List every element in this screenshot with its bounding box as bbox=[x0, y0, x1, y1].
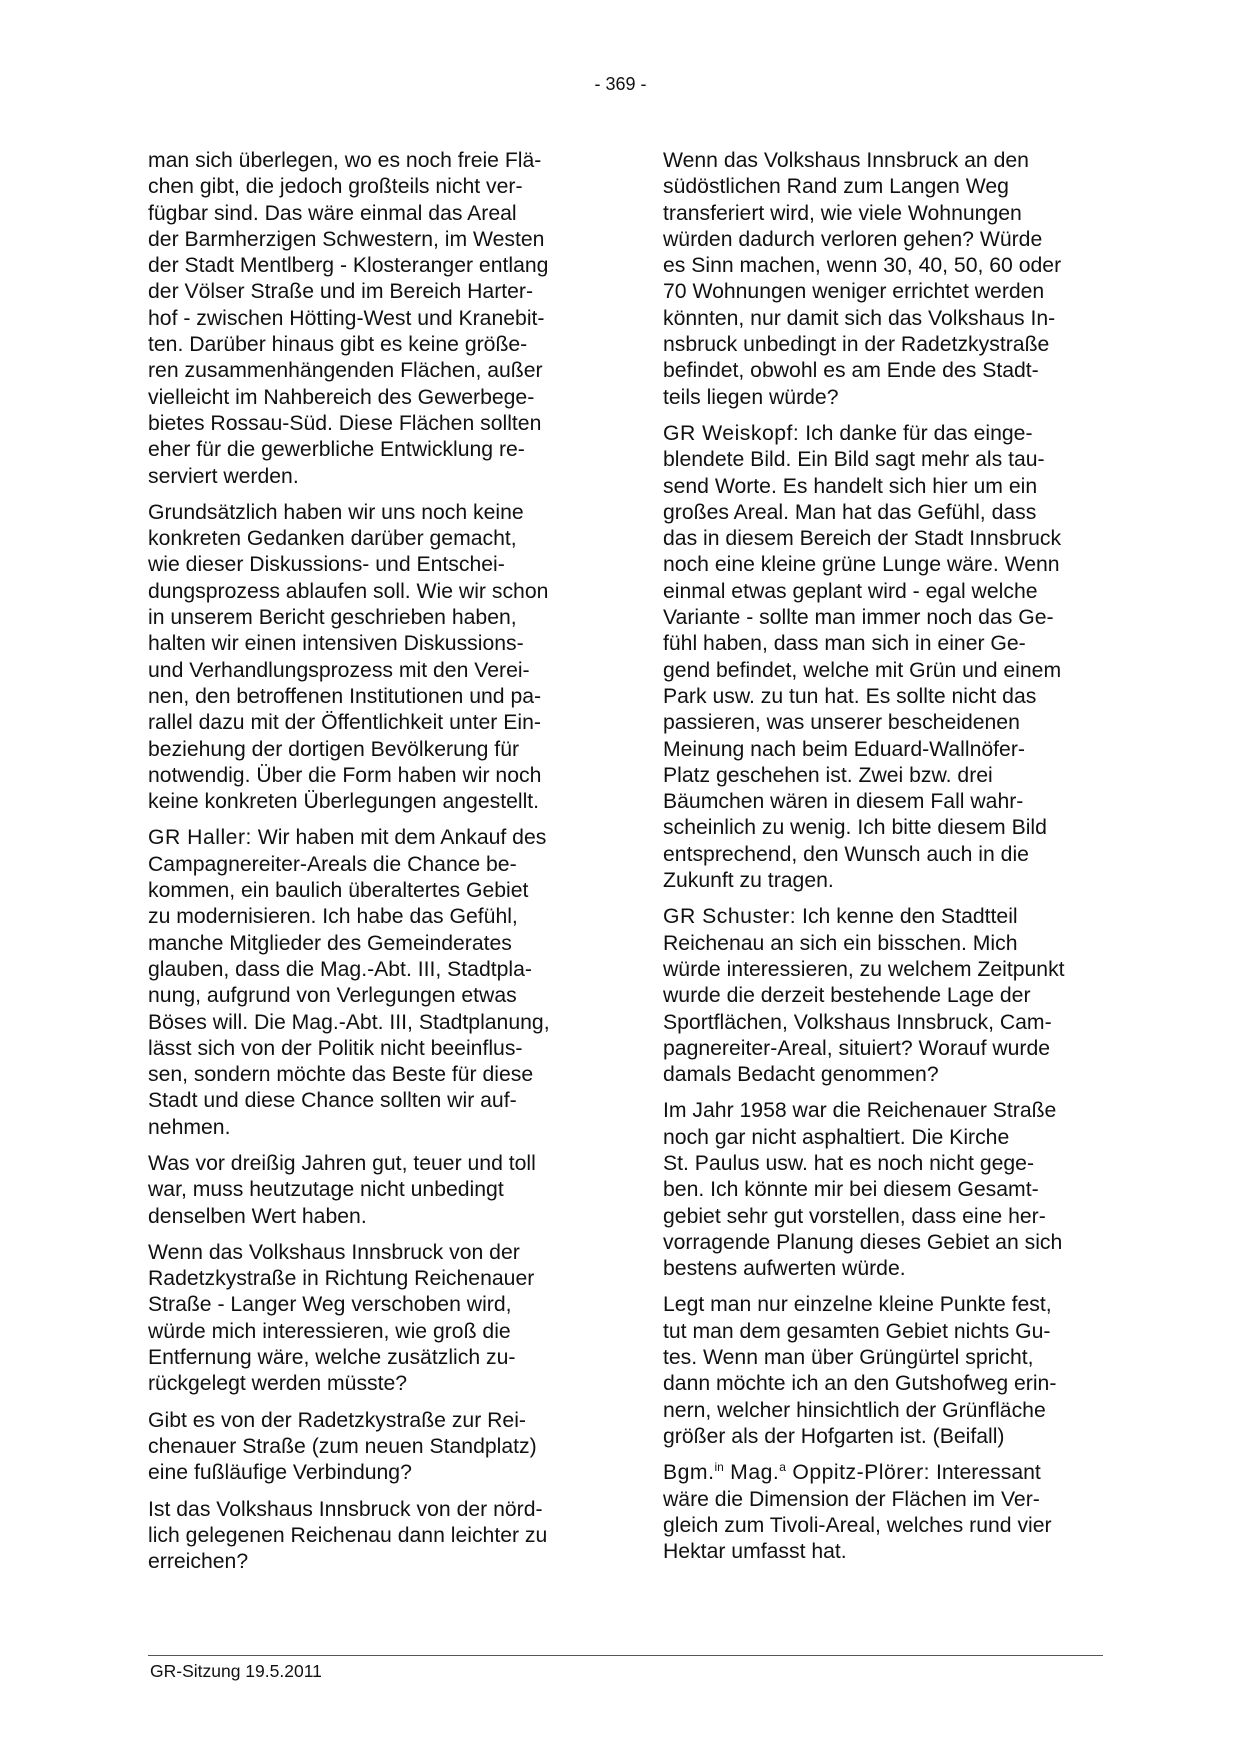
text-line: würde interessieren, zu welchem Zeitpunkt bbox=[663, 957, 1065, 981]
text-line: eher für die gewerbliche Entwicklung re- bbox=[148, 438, 525, 462]
paragraph bbox=[663, 1292, 1101, 1450]
text-line: serviert werden. bbox=[148, 464, 299, 488]
superscript: in bbox=[714, 1460, 724, 1475]
paragraph bbox=[148, 500, 586, 816]
text-line bbox=[663, 421, 1101, 447]
text-line: Straße - Langer Weg verschoben wird, bbox=[148, 1293, 512, 1317]
text-line: Wenn das Volkshaus Innsbruck an den bbox=[663, 149, 1029, 172]
text-line: glauben, dass die Mag.-Abt. III, Stadtpla- bbox=[148, 957, 532, 981]
text-line: pagnereiter-Areal, situiert? Worauf wurde bbox=[663, 1036, 1051, 1060]
text-line: Was vor dreißig Jahren gut, teuer und toll bbox=[148, 1151, 536, 1175]
text-line: lich gelegenen Reichenau dann leichter zu bbox=[148, 1523, 548, 1547]
paragraph bbox=[148, 825, 586, 1141]
speaker-name: GR Weiskopf: bbox=[663, 421, 800, 445]
text-line: passieren, was unserer bescheidenen bbox=[663, 711, 1020, 735]
paragraph bbox=[148, 1497, 586, 1576]
text-line: Stadt und diese Chance sollten wir auf- bbox=[148, 1089, 517, 1113]
text-line: kommen, ein baulich überaltertes Gebiet bbox=[148, 879, 529, 903]
text-line: Radetzkystraße in Richtung Reichenauer bbox=[148, 1267, 535, 1291]
text-line: könnten, nur damit sich das Volkshaus In- bbox=[663, 306, 1056, 330]
text-line: manche Mitglieder des Gemeinderates bbox=[148, 931, 512, 955]
text-line: und Verhandlungsprozess mit den Verei- bbox=[148, 658, 530, 682]
text-line: dungsprozess ablaufen soll. Wie wir schon bbox=[148, 579, 549, 603]
text-line: ren zusammenhängenden Flächen, außer bbox=[148, 359, 543, 383]
paragraph bbox=[148, 1408, 586, 1487]
text-line: 70 Wohnungen weniger errichtet werden bbox=[663, 280, 1045, 304]
text-line: Variante - sollte man immer noch das Ge- bbox=[663, 606, 1054, 630]
text-fragment: Ich danke für das einge- bbox=[799, 421, 1033, 445]
text-line: gleich zum Tivoli-Areal, welches rund vier bbox=[663, 1513, 1052, 1537]
text-line: befindet, obwohl es am Ende des Stadt- bbox=[663, 359, 1039, 383]
text-line: nsbruck unbedingt in der Radetzkystraße bbox=[663, 333, 1050, 357]
text-line: blendete Bild. Ein Bild sagt mehr als tau- bbox=[663, 448, 1045, 472]
text-line: war, muss heutzutage nicht unbedingt bbox=[148, 1178, 504, 1202]
text-line: hof - zwischen Hötting-West und Kranebit- bbox=[148, 306, 545, 330]
text-line: zu modernisieren. Ich habe das Gefühl, bbox=[148, 905, 518, 929]
text-line: keine konkreten Überlegungen angestellt. bbox=[148, 790, 540, 814]
text-line: bietes Rossau-Süd. Diese Flächen sollten bbox=[148, 411, 542, 435]
text-line: würde mich interessieren, wie groß die bbox=[148, 1319, 511, 1343]
text-line: der Völser Straße und im Bereich Harter- bbox=[148, 280, 534, 304]
text-line: nehmen. bbox=[148, 1115, 231, 1139]
text-line: eine fußläufige Verbindung? bbox=[148, 1461, 412, 1485]
text-line: transferiert wird, wie viele Wohnungen bbox=[663, 201, 1022, 225]
text-line: gebiet sehr gut vorstellen, dass eine her- bbox=[663, 1204, 1046, 1228]
text-line: sen, sondern möchte das Beste für diese bbox=[148, 1063, 534, 1087]
text-line: nern, welcher hinsichtlich der Grünfläche bbox=[663, 1398, 1046, 1422]
paragraph bbox=[663, 1098, 1101, 1282]
text-line: fügbar sind. Das wäre einmal das Areal bbox=[148, 201, 517, 225]
footer-text: GR-Sitzung 19.5.2011 bbox=[150, 1661, 322, 1681]
speaker-name: Oppitz-Plörer: bbox=[785, 1461, 931, 1485]
text-line: vielleicht im Nahbereich des Gewerbege- bbox=[148, 385, 535, 409]
text-line: einmal etwas geplant wird - egal welche bbox=[663, 579, 1038, 603]
text-line: gend befindet, welche mit Grün und einem bbox=[663, 658, 1062, 682]
speaker-name: GR Haller: bbox=[148, 826, 252, 850]
text-line: Platz geschehen ist. Zwei bzw. drei bbox=[663, 763, 993, 787]
text-line: erreichen? bbox=[148, 1550, 249, 1574]
text-line: beziehung der dortigen Bevölkerung für bbox=[148, 737, 520, 761]
text-line: ten. Darüber hinaus gibt es keine größe- bbox=[148, 333, 528, 357]
text-fragment: Interessant bbox=[930, 1461, 1041, 1485]
paragraph bbox=[663, 148, 1101, 411]
text-line: rallel dazu mit der Öffentlichkeit unter Ein- bbox=[148, 711, 541, 735]
text-line: Meinung nach beim Eduard-Wallnöfer- bbox=[663, 737, 1025, 761]
paragraph bbox=[663, 904, 1101, 1088]
text-line: Wenn das Volkshaus Innsbruck von der bbox=[148, 1240, 520, 1264]
text-line: der Barmherzigen Schwestern, im Westen bbox=[148, 227, 545, 251]
text-line: send Worte. Es handelt sich hier um ein bbox=[663, 474, 1038, 498]
text-line bbox=[663, 904, 1101, 930]
text-line: wäre die Dimension der Flächen im Ver- bbox=[663, 1487, 1040, 1511]
text-line: Sportflächen, Volkshaus Innsbruck, Cam- bbox=[663, 1010, 1052, 1034]
paragraph bbox=[148, 148, 586, 490]
text-line: rückgelegt werden müsste? bbox=[148, 1372, 408, 1396]
text-line: chenauer Straße (zum neuen Standplatz) bbox=[148, 1434, 537, 1458]
paragraph bbox=[148, 1151, 586, 1230]
text-line: entsprechend, den Wunsch auch in die bbox=[663, 842, 1029, 866]
text-line: konkreten Gedanken darüber gemacht, bbox=[148, 527, 517, 551]
text-line: tes. Wenn man über Grüngürtel spricht, bbox=[663, 1346, 1034, 1370]
text-line: halten wir einen intensiven Diskussions- bbox=[148, 632, 524, 656]
text-fragment: Ich kenne den Stadtteil bbox=[796, 905, 1018, 929]
text-line: Hektar umfasst hat. bbox=[663, 1540, 847, 1564]
text-line: fühl haben, dass man sich in einer Ge- bbox=[663, 632, 1026, 656]
text-line: dann möchte ich an den Gutshofweg erin- bbox=[663, 1372, 1057, 1396]
text-line: Bäumchen wären in diesem Fall wahr- bbox=[663, 790, 1024, 814]
page-number: - 369 - bbox=[594, 74, 647, 94]
text-line: vorragende Planung dieses Gebiet an sich bbox=[663, 1230, 1063, 1254]
text-line: teils liegen würde? bbox=[663, 385, 839, 409]
text-line: das in diesem Bereich der Stadt Innsbruck bbox=[663, 527, 1062, 551]
text-line: notwendig. Über die Form haben wir noch bbox=[148, 763, 542, 787]
text-line: wie dieser Diskussions- und Entschei- bbox=[148, 553, 505, 577]
text-line: Grundsätzlich haben wir uns noch keine bbox=[148, 500, 524, 524]
text-line: der Stadt Mentlberg - Klosteranger entlang bbox=[148, 254, 549, 278]
text-line: bestens aufwerten würde. bbox=[663, 1257, 906, 1281]
text-line: wurde die derzeit bestehende Lage der bbox=[663, 984, 1031, 1008]
text-line: lässt sich von der Politik nicht beeinflus- bbox=[148, 1036, 523, 1060]
paragraph bbox=[663, 1460, 1101, 1565]
text-line: tut man dem gesamten Gebiet nichts Gu- bbox=[663, 1319, 1051, 1343]
text-line: würden dadurch verloren gehen? Würde bbox=[663, 227, 1043, 251]
text-line: in unserem Bericht geschrieben haben, bbox=[148, 606, 517, 630]
text-line: man sich überlegen, wo es noch freie Flä- bbox=[148, 149, 542, 172]
speaker-title: Mag. bbox=[723, 1461, 780, 1485]
text-line: ben. Ich könnte mir bei diesem Gesamt- bbox=[663, 1178, 1039, 1202]
right-column bbox=[663, 148, 1101, 1575]
left-column bbox=[148, 148, 586, 1585]
text-line bbox=[663, 1460, 1101, 1486]
text-line: Reichenau an sich ein bisschen. Mich bbox=[663, 931, 1018, 955]
text-line: chen gibt, die jedoch großteils nicht ver- bbox=[148, 175, 523, 199]
text-line: noch eine kleine grüne Lunge wäre. Wenn bbox=[663, 553, 1060, 577]
text-line: Böses will. Die Mag.-Abt. III, Stadtplanung, bbox=[148, 1010, 550, 1034]
text-line: noch gar nicht asphaltiert. Die Kirche bbox=[663, 1125, 1010, 1149]
speaker-title: Bgm. bbox=[663, 1461, 715, 1485]
text-line: es Sinn machen, wenn 30, 40, 50, 60 oder bbox=[663, 254, 1062, 278]
text-line: nung, aufgrund von Verlegungen etwas bbox=[148, 984, 517, 1008]
paragraph bbox=[148, 1240, 586, 1398]
text-line: Gibt es von der Radetzkystraße zur Rei- bbox=[148, 1408, 526, 1432]
text-line: damals Bedacht genommen? bbox=[663, 1063, 939, 1087]
paragraph bbox=[663, 421, 1101, 894]
text-line: Entfernung wäre, welche zusätzlich zu- bbox=[148, 1346, 516, 1370]
text-fragment: Wir haben mit dem Ankauf des bbox=[251, 826, 547, 850]
text-line: Park usw. zu tun hat. Es sollte nicht das bbox=[663, 684, 1037, 708]
text-line: Campagnereiter-Areals die Chance be- bbox=[148, 852, 517, 876]
text-line: großes Areal. Man hat das Gefühl, dass bbox=[663, 500, 1037, 524]
speaker-name: GR Schuster: bbox=[663, 905, 797, 929]
text-line: St. Paulus usw. hat es noch nicht gege- bbox=[663, 1151, 1035, 1175]
footer-divider bbox=[148, 1655, 1103, 1656]
superscript: a bbox=[779, 1460, 786, 1475]
text-line: denselben Wert haben. bbox=[148, 1204, 367, 1228]
text-line: nen, den betroffenen Institutionen und pa- bbox=[148, 684, 542, 708]
text-line: Im Jahr 1958 war die Reichenauer Straße bbox=[663, 1099, 1057, 1123]
text-line bbox=[148, 825, 586, 851]
text-line: Legt man nur einzelne kleine Punkte fest, bbox=[663, 1293, 1052, 1317]
text-line: südöstlichen Rand zum Langen Weg bbox=[663, 175, 1009, 199]
text-line: scheinlich zu wenig. Ich bitte diesem Bild bbox=[663, 816, 1047, 840]
text-line: Ist das Volkshaus Innsbruck von der nörd- bbox=[148, 1497, 543, 1521]
text-line: größer als der Hofgarten ist. (Beifall) bbox=[663, 1424, 1005, 1448]
text-line: Zukunft zu tragen. bbox=[663, 869, 834, 893]
